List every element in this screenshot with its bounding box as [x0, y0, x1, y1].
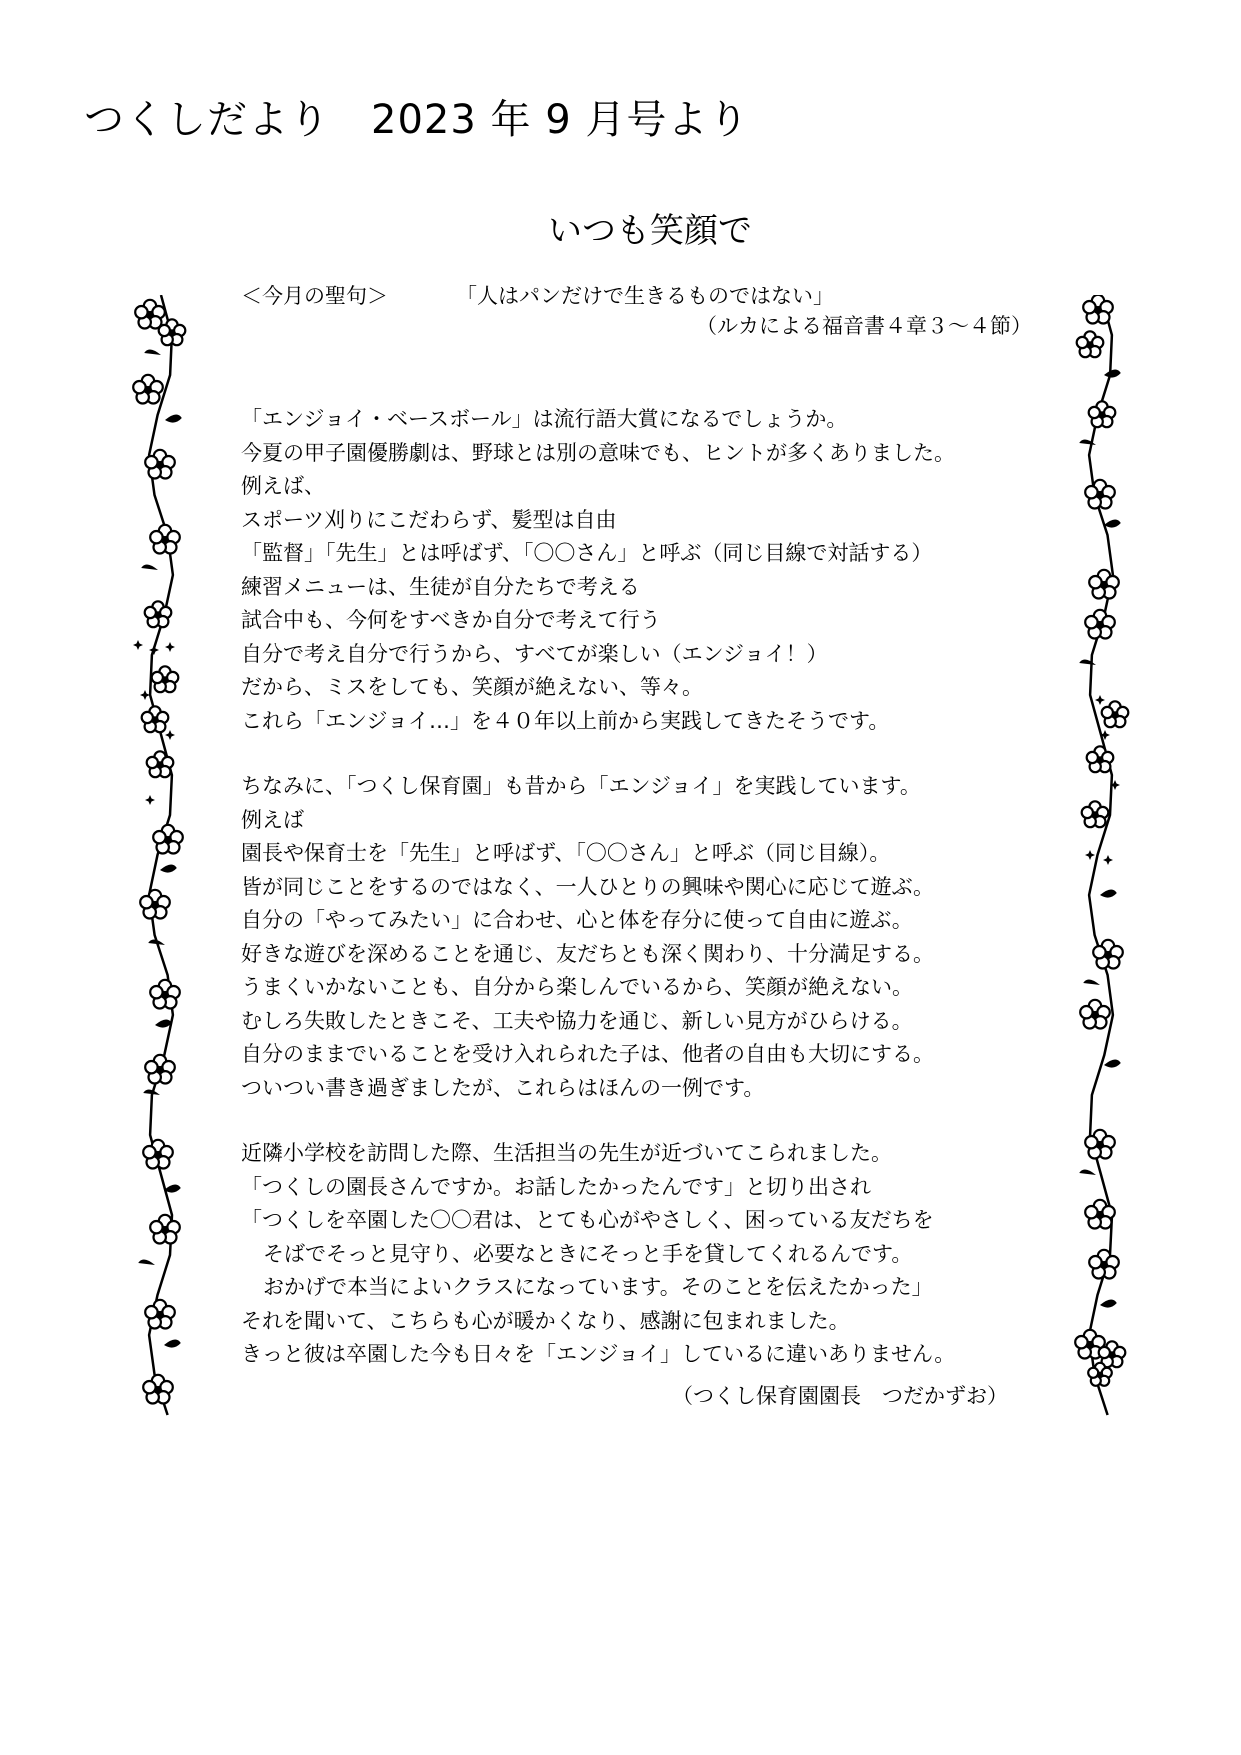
monthly-verse	[241, 280, 834, 310]
body-line: おかげで本当によいクラスになっています。そのことを伝えたかった」	[263, 1275, 933, 1299]
paragraph	[241, 403, 1041, 738]
verse-source: （ルカによる福音書４章３～４節）	[696, 314, 1032, 338]
body-line: 「つくしを卒園した〇〇君は、とても心がやさしく、困っている友だちを	[241, 1208, 934, 1232]
body-line: ちなみに、「つくし保育園」も昔から「エンジョイ」を実践しています。	[241, 774, 921, 798]
body-line: ついつい書き過ぎましたが、これらはほんの一例です。	[241, 1075, 765, 1100]
body-line: 試合中も、今何をすべきか自分で考えて行う	[241, 608, 661, 632]
body-line: 「監督」「先生」とは呼ばず、「〇〇さん」と呼ぶ（同じ目線で対話する）	[241, 541, 933, 565]
body-line: これら「エンジョイ…」を４０年以上前から実践してきたそうです。	[241, 708, 890, 733]
body-line: 例えば、	[241, 474, 325, 498]
article-body	[241, 403, 1041, 1404]
verse-text: 「人はパンだけで生きるものではない」	[456, 284, 834, 308]
body-line: 「エンジョイ・ベースボール」は流行語大賞になるでしょうか。	[241, 407, 848, 431]
body-line: スポーツ刈りにこだわらず、髪型は自由	[241, 507, 617, 532]
body-line: 「つくしの園長さんですか。お話したかったんです」と切り出され	[241, 1174, 871, 1199]
newsletter-header: つくしだより 2023 年 9 月号より	[84, 97, 750, 143]
body-line: 今夏の甲子園優勝劇は、野球とは別の意味でも、ヒントが多くありました。	[241, 440, 955, 465]
body-line: それを聞いて、こちらも心が暖かくなり、感謝に包まれました。	[241, 1308, 850, 1333]
body-line: 自分のままでいることを受け入れられた子は、他者の自由も大切にする。	[241, 1042, 934, 1066]
body-line: 例えば	[241, 807, 304, 832]
body-line: 自分の「やってみたい」に合わせ、心と体を存分に使って自由に遊ぶ。	[241, 908, 913, 932]
body-line: むしろ失敗したときこそ、工夫や協力を通じ、新しい見方がひらける。	[241, 1008, 913, 1033]
verse-label: ＜今月の聖句＞	[241, 284, 388, 308]
body-line: 園長や保育士を「先生」と呼ばず、「〇〇さん」と呼ぶ（同じ目線）。	[241, 841, 891, 865]
paragraph	[241, 770, 1041, 1105]
body-line: うまくいかないことも、自分から楽しんでいるから、笑顔が絶えない。	[241, 975, 913, 999]
body-line: 自分で考え自分で行うから、すべてが楽しい（エンジョイ！）	[241, 641, 828, 666]
body-line: 皆が同じことをするのではなく、一人ひとりの興味や関心に応じて遊ぶ。	[241, 874, 934, 899]
signature: （つくし保育園園長 つだかずお）	[672, 1384, 1008, 1408]
flower-vine-border-icon	[1060, 295, 1142, 1445]
body-line: 練習メニューは、生徒が自分たちで考える	[241, 574, 640, 599]
paragraph	[241, 1137, 1041, 1372]
body-line: だから、ミスをしても、笑顔が絶えない、等々。	[241, 675, 703, 699]
body-line: そばでそっと見守り、必要なときにそっと手を貸してくれるんです。	[263, 1241, 913, 1266]
article-title: いつも笑顔で	[548, 211, 752, 251]
flower-vine-border-icon	[120, 295, 202, 1445]
body-line: 好きな遊びを深めることを通じ、友だちとも深く関わり、十分満足する。	[241, 941, 934, 966]
body-line: 近隣小学校を訪問した際、生活担当の先生が近づいてこられました。	[241, 1141, 892, 1165]
body-line: きっと彼は卒園した今も日々を「エンジョイ」しているに違いありません。	[241, 1342, 956, 1366]
